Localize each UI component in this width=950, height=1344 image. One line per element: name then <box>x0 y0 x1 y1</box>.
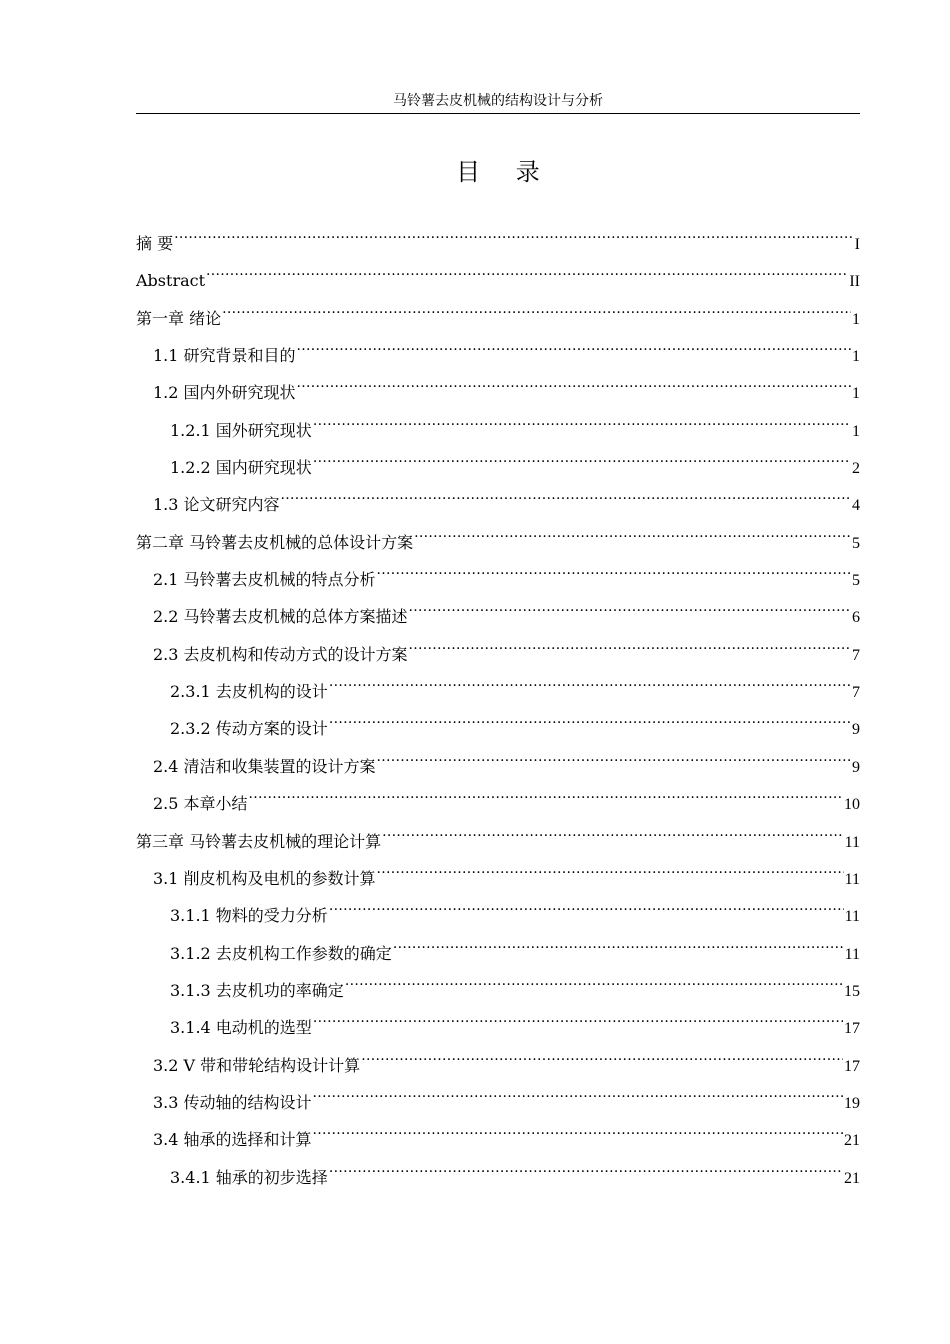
toc-dot-leader <box>382 810 844 847</box>
toc-entry-label: 3.1.3 去皮机功的率确定 <box>170 980 344 1000</box>
toc-entry-label: 3.1.2 去皮机构工作参数的确定 <box>170 943 392 963</box>
toc-entry-page-number: 17 <box>844 1057 860 1075</box>
toc-entry-page-number: 19 <box>844 1094 860 1112</box>
toc-entry-label: 第三章 马铃薯去皮机械的理论计算 <box>136 831 382 851</box>
toc-entry-label: 3.1.1 物料的受力分析 <box>170 906 328 926</box>
toc-entry-label: 2.3.2 传动方案的设计 <box>170 719 328 739</box>
toc-dot-leader <box>297 361 851 398</box>
toc-entry-page-number: 2 <box>852 460 860 478</box>
toc-entry-page-number: 1 <box>852 348 860 366</box>
toc-entry-label: 1.2 国内外研究现状 <box>153 383 296 403</box>
toc-dot-leader <box>409 585 851 622</box>
toc-entry-label: 2.1 马铃薯去皮机械的特点分析 <box>153 570 376 590</box>
toc-entry-page-number: 4 <box>852 497 860 515</box>
toc-dot-leader <box>329 1146 843 1183</box>
toc-entry-label: 摘 要 <box>136 234 174 253</box>
toc-entry-page-number: 21 <box>844 1169 860 1187</box>
toc-entry-page-number: 11 <box>844 870 860 888</box>
toc-dot-leader <box>329 884 844 921</box>
toc-entry-page-number: 15 <box>844 982 860 1000</box>
toc-entry-label: Abstract <box>136 271 206 291</box>
toc-entry-page-number: 11 <box>844 945 860 963</box>
toc-dot-leader <box>414 511 851 548</box>
toc-dot-leader <box>281 473 851 510</box>
toc-dot-leader <box>329 660 851 697</box>
toc-entry-page-number: 5 <box>852 534 860 552</box>
toc-entry-label: 1.2.1 国外研究现状 <box>170 420 312 440</box>
toc-entry-label: 1.3 论文研究内容 <box>153 495 280 515</box>
toc-entry-page-number: 1 <box>852 385 860 403</box>
toc-dot-leader <box>313 1071 843 1108</box>
toc-entry-label: 3.2 V 带和带轮结构设计计算 <box>153 1055 361 1075</box>
toc-entry-label: 3.1.4 电动机的选型 <box>170 1018 312 1038</box>
toc-dot-leader <box>206 249 848 286</box>
toc-dot-leader <box>313 436 851 473</box>
toc-dot-leader <box>377 847 844 884</box>
toc-entry-page-number: 21 <box>844 1132 860 1150</box>
toc-dot-leader <box>393 922 844 959</box>
toc-dot-leader <box>313 1108 843 1145</box>
header-rule <box>136 113 860 114</box>
toc-entry[interactable] <box>136 287 860 328</box>
toc-entry-page-number: 11 <box>844 908 860 926</box>
toc-dot-leader <box>345 959 843 996</box>
toc-list <box>136 212 860 1187</box>
toc-dot-leader <box>297 324 851 361</box>
toc-dot-leader <box>329 697 851 734</box>
toc-entry-label: 3.4 轴承的选择和计算 <box>153 1130 312 1150</box>
toc-entry-label: 3.4.1 轴承的初步选择 <box>170 1167 328 1187</box>
toc-entry-label: 2.2 马铃薯去皮机械的总体方案描述 <box>153 607 408 627</box>
toc-entry-page-number: 1 <box>852 310 860 328</box>
toc-entry-label: 2.4 清洁和收集装置的设计方案 <box>153 756 376 776</box>
toc-dot-leader <box>377 548 851 585</box>
toc-entry-page-number: 1 <box>852 422 860 440</box>
toc-entry[interactable] <box>136 212 860 253</box>
toc-dot-leader <box>222 287 851 324</box>
toc-entry-label: 2.3.1 去皮机构的设计 <box>170 682 328 702</box>
toc-entry-label: 2.5 本章小结 <box>153 794 248 814</box>
toc-entry-label: 3.1 削皮机构及电机的参数计算 <box>153 868 376 888</box>
toc-dot-leader <box>377 735 851 772</box>
toc-entry-page-number: 17 <box>844 1020 860 1038</box>
toc-entry-label: 3.3 传动轴的结构设计 <box>153 1092 312 1112</box>
toc-entry-page-number: 9 <box>852 721 860 739</box>
toc-entry[interactable] <box>136 324 860 366</box>
toc-entry-label: 2.3 去皮机构和传动方式的设计方案 <box>153 644 408 664</box>
toc-entry-page-number: 6 <box>852 609 860 627</box>
running-header: 马铃薯去皮机械的结构设计与分析 <box>393 93 603 109</box>
toc-entry-label: 1.1 研究背景和目的 <box>153 346 296 366</box>
toc-entry-page-number: 5 <box>852 572 860 590</box>
toc-entry-page-number: 7 <box>852 646 860 664</box>
toc-entry-page-number: 9 <box>852 758 860 776</box>
toc-entry-label: 第一章 绪论 <box>136 308 222 328</box>
toc-entry-label: 1.2.2 国内研究现状 <box>170 458 312 478</box>
toc-entry[interactable] <box>136 249 860 291</box>
toc-dot-leader <box>409 623 851 660</box>
toc-dot-leader <box>313 996 843 1033</box>
toc-title: 目 录 <box>456 158 554 186</box>
toc-dot-leader <box>174 212 854 249</box>
toc-dot-leader <box>249 772 843 809</box>
toc-entry-label: 第二章 马铃薯去皮机械的总体设计方案 <box>136 532 414 552</box>
toc-entry-page-number: I <box>854 236 860 253</box>
toc-entry-page-number: 10 <box>844 796 860 814</box>
toc-entry-page-number: 11 <box>844 833 860 851</box>
toc-dot-leader <box>361 1034 843 1071</box>
toc-entry-page-number: 7 <box>852 684 860 702</box>
toc-dot-leader <box>313 399 851 436</box>
toc-entry-page-number: II <box>849 273 860 291</box>
